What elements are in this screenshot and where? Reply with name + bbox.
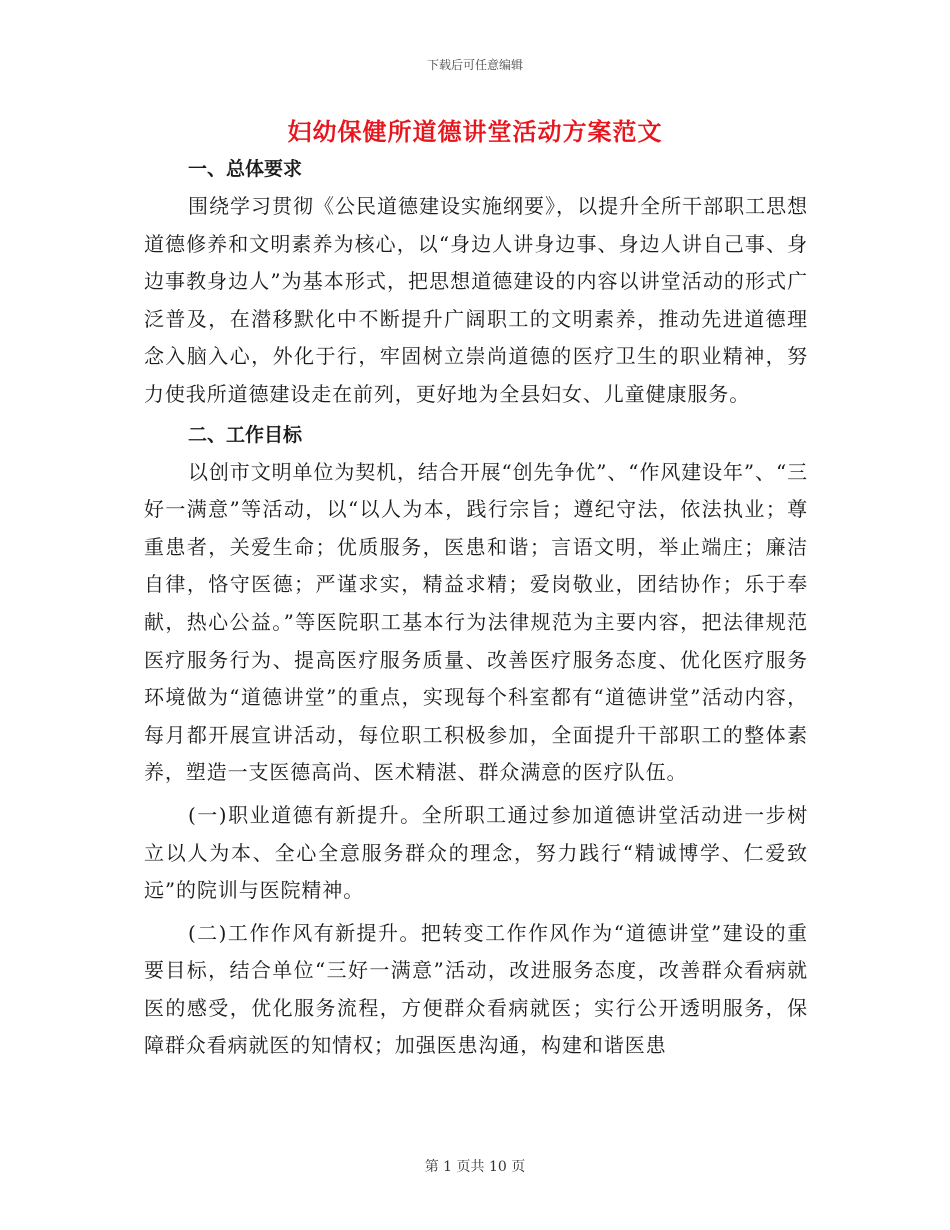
document-title: 妇幼保健所道德讲堂活动方案范文 bbox=[287, 117, 663, 146]
section-heading-2: 二、工作目标 bbox=[188, 423, 303, 446]
paragraph-goal-1: (一)职业道德有新提升。全所职工通过参加道德讲堂活动进一步树立以人为本、全心全意服务群众的理念，努力践行“精诚博学、仁爱致远”的院训与医院精神。 bbox=[144, 802, 808, 903]
paragraph-general-requirements: 围绕学习贯彻《公民道德建设实施纲要》，以提升全所干部职工思想道德修养和文明素养为核心，以“身边人讲身边事、身边人讲自己事、身边事教身边人”为基本形式，把思想道德建设的内容以讲堂活动的形式广泛普及，在潜移默化中不断提升广阔职工的文明素养，推动先进道德理念入脑入心，外化于行，牢固树立崇尚道德的医疗卫生的职业精神，努力使我所道德建设走在前列，更好地为全县妇女、儿童健康服务。 bbox=[144, 194, 808, 406]
document-body bbox=[144, 150, 808, 1065]
page-footer: 第 1 页共 10 页 bbox=[424, 1159, 526, 1175]
section-heading-1: 一、总体要求 bbox=[188, 158, 303, 180]
paragraph-goal-2: (二)工作作风有新提升。把转变工作作风作为“道德讲堂”建设的重要目标，结合单位“三好一满意”活动，改进服务态度，改善群众看病就医的感受，优化服务流程，方便群众看病就医；实行公开透明服务，保障群众看病就医的知情权；加强医患沟通，构建和谐医患 bbox=[144, 920, 808, 1058]
paragraph-work-goals: 以创市文明单位为契机，结合开展“创先争优”、“作风建设年”、“三好一满意”等活动，以“以人为本，践行宗旨；遵纪守法，依法执业；尊重患者，关爱生命；优质服务，医患和谐；言语文明，举止端庄；廉洁自律，恪守医德；严谨求实，精益求精；爱岗敬业，团结协作；乐于奉献，热心公益。”等医院职工基本行为法律规范为主要内容，把法律规范医疗服务行为、提高医疗服务质量、改善医疗服务态度、优化医疗服务环境做为“道德讲堂”的重点，实现每个科室都有“道德讲堂”活动内容，每月都开展宣讲活动，每位职工积极参加，全面提升干部职工的整体素养，塑造一支医德高尚、医术精湛、群众满意的医疗队伍。 bbox=[144, 459, 808, 785]
header-note: 下载后可任意编辑 bbox=[426, 58, 523, 72]
